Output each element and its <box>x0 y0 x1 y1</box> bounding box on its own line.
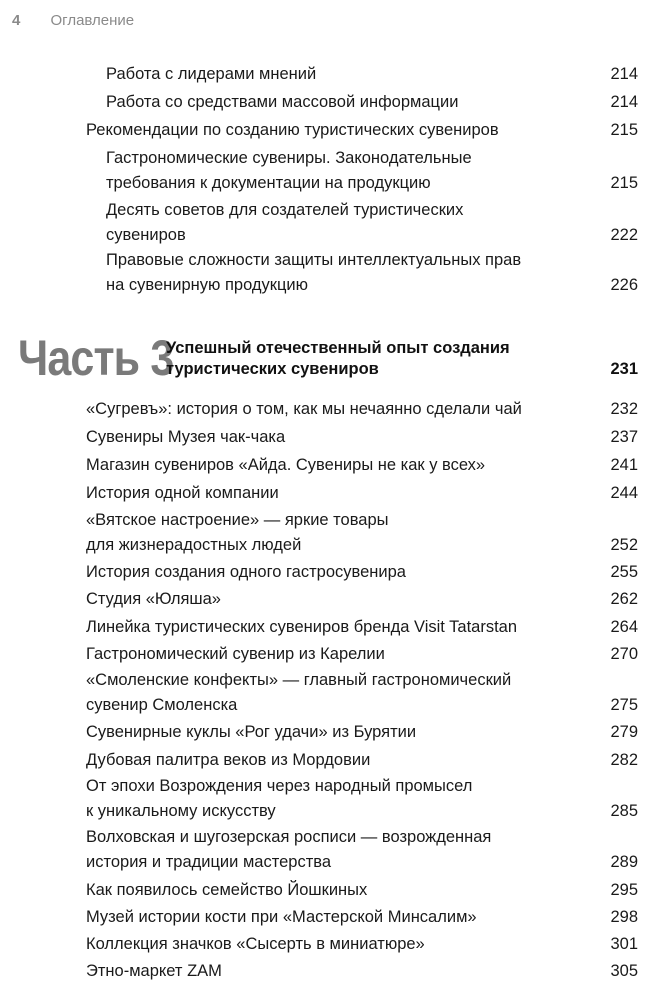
toc-page: 279 <box>610 723 638 741</box>
toc-entry[interactable]: Коллекция значков «Сысерть в миниатюре» <box>86 935 425 953</box>
toc-page: 289 <box>610 853 638 871</box>
toc-page: 264 <box>610 618 638 636</box>
running-header <box>12 12 134 29</box>
part-page: 231 <box>610 360 638 378</box>
toc-entry[interactable]: Линейка туристических сувениров бренда Visit Tatarstan <box>86 618 518 636</box>
toc-entry[interactable]: От эпохи Возрождения через народный промысел к уникальному искусству <box>86 777 473 820</box>
toc-entry[interactable]: Сувениры Музея чак-чака <box>86 428 286 446</box>
toc-page: 232 <box>610 400 638 418</box>
toc-entry[interactable]: Дубовая палитра веков из Мордовии <box>86 751 371 769</box>
toc-entry[interactable]: Этно-маркет ZAM <box>86 962 222 980</box>
toc-entry[interactable]: Гастрономические сувениры. Законодательные требования к документации на продукцию <box>106 149 472 192</box>
toc-page: 241 <box>610 456 638 474</box>
toc-entry[interactable]: Сувенирные куклы «Рог удачи» из Бурятии <box>86 723 417 741</box>
toc-entry[interactable]: Студия «Юляша» <box>86 590 221 608</box>
page-number: 4 <box>12 12 21 29</box>
toc-entry[interactable]: Работа с лидерами мнений <box>106 65 317 83</box>
toc-page: 252 <box>610 536 638 554</box>
part-label: Часть 3 <box>18 330 174 386</box>
toc-entry[interactable]: «Смоленские конфекты» — главный гастрономический сувенир Смоленска <box>86 671 512 714</box>
toc-page: 295 <box>610 881 638 899</box>
toc-entry[interactable]: История одной компании <box>86 484 279 502</box>
toc-entry[interactable]: Волховская и шугозерская росписи — возрожденная история и традиции мастерства <box>86 828 492 871</box>
section-title: Оглавление <box>50 12 135 29</box>
toc-page: 222 <box>610 226 638 244</box>
toc-page: 214 <box>610 65 638 83</box>
toc-entry[interactable]: Рекомендации по созданию туристических сувениров <box>86 121 499 139</box>
toc-page: 301 <box>610 935 638 953</box>
toc-page: 262 <box>610 590 638 608</box>
toc-entry[interactable]: Магазин сувениров «Айда. Сувениры не как у всех» <box>86 456 486 474</box>
toc-entry[interactable]: Десять советов для создателей туристических сувениров <box>106 201 464 244</box>
toc-entry[interactable]: Музей истории кости при «Мастерской Минсалим» <box>86 908 477 926</box>
part-title[interactable]: Успешный отечественный опыт создания туристических сувениров <box>166 339 510 378</box>
toc-page: 305 <box>610 962 638 980</box>
toc-entry[interactable]: «Вятское настроение» — яркие товары для жизнерадостных людей <box>86 511 389 554</box>
toc-page: 215 <box>610 174 638 192</box>
toc-page: 215 <box>610 121 638 139</box>
toc-page: 214 <box>610 93 638 111</box>
toc-entry[interactable]: «Сугревъ»: история о том, как мы нечаянно сделали чай <box>86 400 522 418</box>
toc-entry[interactable]: Работа со средствами массовой информации <box>106 93 459 111</box>
toc-entry[interactable]: Правовые сложности защиты интеллектуальных прав на сувенирную продукцию <box>106 251 522 294</box>
toc-page: 226 <box>610 276 638 294</box>
toc-page: 298 <box>610 908 638 926</box>
toc-entry[interactable]: Гастрономический сувенир из Карелии <box>86 645 385 663</box>
toc-entry[interactable]: История создания одного гастросувенира <box>86 563 406 581</box>
toc-page: 255 <box>610 563 638 581</box>
toc-entry[interactable]: Как появилось семейство Йошкиных <box>86 881 368 899</box>
toc-page: 275 <box>610 696 638 714</box>
toc-page: 282 <box>610 751 638 769</box>
toc-page: 244 <box>610 484 638 502</box>
toc-page: 270 <box>610 645 638 663</box>
toc-page: 237 <box>610 428 638 446</box>
toc-page: 285 <box>610 802 638 820</box>
